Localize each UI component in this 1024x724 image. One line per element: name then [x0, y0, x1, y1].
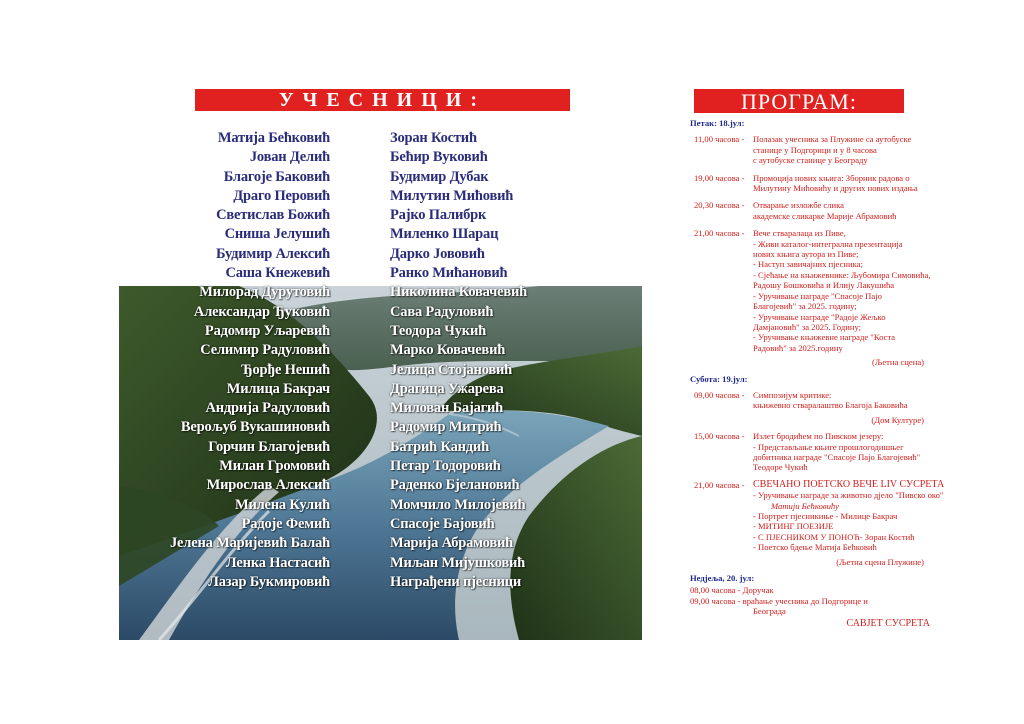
- participant-name: Радоје Фемић: [241, 515, 330, 532]
- evening-item: - Поетско бдење Матија Бећковић: [753, 542, 877, 553]
- entry-line: - Сјећање на књижевнике: Љубомира Симовића,: [753, 269, 931, 280]
- entry-line: Теодоре Чукић: [753, 462, 808, 473]
- participant-name: Матија Бећковић: [217, 130, 330, 146]
- participant-name: Андрија Радуловић: [205, 400, 330, 417]
- program-entry: [690, 173, 960, 194]
- participant-name: Ленка Настасић: [225, 554, 330, 571]
- participant-name: Светислав Божић: [216, 207, 330, 224]
- participant-name: Петар Тодоровић: [390, 458, 501, 475]
- participant-name: Будимир Алексић: [215, 245, 330, 262]
- entry-line: станице у Подгорици и у 8 часова: [753, 144, 877, 155]
- signature: САВЈЕТ СУСРЕТА: [846, 617, 930, 629]
- program-entry: [690, 390, 960, 411]
- program-entry: [690, 134, 960, 165]
- participant-name: Рајко Палибрк: [390, 207, 487, 224]
- participant-name: Милован Бајагић: [390, 400, 504, 417]
- participant-name: Александар Ђуковић: [193, 303, 330, 320]
- entry-line: Благојевић" за 2025. годину;: [753, 301, 857, 312]
- entry-time: 20,30 часова -: [694, 200, 745, 211]
- evening-item: - Уручивање награде за животно дјело "Пивско око": [753, 490, 944, 501]
- participants-right-column: [390, 129, 610, 592]
- entry-line: Промоција нових књига: Зборник радова о: [753, 172, 910, 183]
- participant-name: Ранко Мићановић: [390, 265, 508, 282]
- participants-banner: УЧЕСНИЦИ:: [195, 89, 570, 111]
- entry-line: књижевно стваралаштво Благоја Баковића: [753, 400, 908, 411]
- evening-items: [753, 490, 960, 552]
- participant-name: Батрић Кандић: [390, 438, 489, 455]
- evening-item: - Портрет пјесникиње - Милице Бакрач: [753, 511, 898, 521]
- participant-name: Благоје Баковић: [223, 168, 330, 185]
- saturday-entries: [690, 390, 960, 411]
- participant-name: Марија Абрамовић: [390, 535, 513, 552]
- participant-name: Селимир Радуловић: [200, 342, 330, 359]
- participant-name: Марко Ковачевић: [390, 342, 506, 359]
- participant-name: Милутин Мићовић: [390, 187, 514, 204]
- participant-name: Јелица Стојановић: [390, 361, 513, 378]
- entry-line: Радовић" за 2025.годину: [753, 342, 843, 353]
- entry-line: Отварање изложбе слика: [753, 200, 844, 211]
- participant-name: Милена Кулић: [234, 496, 330, 513]
- entry-line: академске сликарке Марије Абрамовић: [753, 210, 897, 221]
- friday-heading: Петак: 18.јул:: [690, 118, 745, 128]
- sunday-heading: Недјеља, 20. јул:: [690, 573, 755, 584]
- participant-name: Миленко Шарац: [390, 226, 499, 243]
- evening-item: - МИТИНГ ПОЕЗИЈЕ: [753, 521, 834, 532]
- participant-name: Раденко Бјелановић: [390, 477, 520, 494]
- saturday-venue-1: (Дом Културе): [871, 414, 924, 425]
- participant-name: Радомир Митрић: [390, 419, 502, 436]
- entry-line: Излет бродићем по Пивском језеру:: [753, 431, 884, 442]
- participant-name: Лазар Букмировић: [208, 573, 330, 590]
- sunday-line: 08,00 часова - Доручак: [690, 585, 774, 596]
- entry-time: 09,00 часова -: [694, 389, 745, 400]
- participant-name: Сниша Јелушић: [224, 226, 330, 243]
- entry-line: Дамјановић" за 2025. Годину;: [753, 321, 862, 332]
- participant-name: Теодора Чукић: [390, 322, 486, 339]
- participant-name: Спасоје Бајовић: [390, 515, 495, 532]
- entry-line: - Представљање књиге прошлогодишњег: [753, 441, 904, 452]
- participant-name: Бећир Вуковић: [390, 149, 488, 166]
- saturday-venue-2: (Љетна сцена Плужине): [836, 556, 924, 567]
- participant-name: Мирослав Алексић: [206, 477, 330, 494]
- participant-name: Ђорђе Нешић: [241, 361, 330, 378]
- participant-name: Дарко Јововић: [390, 245, 485, 262]
- entry-line: Симпозијум критике:: [753, 389, 832, 400]
- entry-line: - Живи каталог-интегрална презентација: [753, 238, 903, 249]
- entry-line: добитника награде "Спасоје Пајо Благојевић": [753, 451, 921, 462]
- entry-line: - Уручивање награде "Спасоје Пајо: [753, 290, 882, 301]
- entry-line: Радошу Бошковића и Илију Лакушића: [753, 280, 895, 291]
- entry-line: Вече стваралаца из Пиве,: [753, 228, 846, 239]
- entry-line: - Уручивање награде "Радоје Жељко: [753, 311, 886, 322]
- sunday-line: 09,00 часова - враћање учесника до Подгорице и: [690, 595, 868, 606]
- entry-line: нових књига аутора из Пиве;: [753, 249, 859, 260]
- evening-title: СВЕЧАНО ПОЕТСКО ВЕЧЕ LIV СУСРЕТА: [753, 478, 945, 490]
- program-banner: ПРОГРАМ:: [694, 89, 904, 113]
- participant-name: Сава Радуловић: [390, 303, 494, 320]
- evening-item: Матији Бећковићу: [771, 500, 839, 511]
- saturday-entries-2: [690, 431, 960, 473]
- participant-name: Награђени пјесници: [390, 573, 522, 590]
- saturday-evening: [690, 480, 960, 553]
- participant-name: Горчин Благојевић: [208, 438, 330, 455]
- participant-name: Милица Бакрач: [226, 380, 330, 397]
- sunday-lines: [690, 585, 960, 616]
- entry-line: - Уручивање књижевне награде "Коста: [753, 332, 896, 343]
- program-entry: [690, 431, 960, 473]
- participant-name: Миљан Мијушковић: [390, 554, 526, 571]
- friday-entries: [690, 134, 960, 353]
- participant-name: Драго Перовић: [233, 187, 330, 204]
- participant-name: Момчило Милојевић: [390, 496, 526, 513]
- entry-time: 11,00 часова -: [694, 134, 745, 145]
- participant-name: Зоран Костић: [390, 130, 477, 146]
- participant-name: Будимир Дубак: [390, 168, 489, 185]
- entry-time: 19,00 часова -: [694, 172, 745, 183]
- entry-line: с аутобуске станице у Београду: [753, 155, 868, 166]
- entry-line: Полазак учесника за Плужине са аутобуске: [753, 134, 912, 145]
- participant-name: Јелена Маријевић Балаћ: [170, 535, 330, 552]
- saturday-heading: Субота: 19.јул:: [690, 373, 748, 384]
- participant-name: Милан Громовић: [219, 458, 330, 475]
- evening-item: - С ПЈЕСНИКОМ У ПОНОЋ- Зоран Костић: [753, 531, 915, 542]
- sunday-line: Београда: [753, 606, 786, 617]
- entry-time: 21,00 часова -: [694, 479, 745, 490]
- friday-venue: (Љетна сцена): [872, 357, 924, 368]
- participant-name: Николина Ковачевић: [390, 284, 528, 301]
- participants-left-column: [130, 129, 330, 592]
- entry-line: Милутину Мићовићу и других нових издања: [753, 183, 918, 194]
- participant-name: Верољуб Вукашиновић: [180, 419, 330, 436]
- entry-line: - Наступ завичајних пјесника;: [753, 259, 863, 270]
- program-entry: [690, 200, 960, 221]
- program-schedule: [690, 118, 960, 629]
- participant-name: Радомир Уљаревић: [204, 322, 330, 339]
- program-entry: [690, 228, 960, 353]
- participant-name: Драгица Ужарева: [390, 380, 504, 397]
- participant-name: Милорад Дурутовић: [199, 284, 330, 301]
- entry-time: 15,00 часова -: [694, 431, 745, 442]
- participant-name: Јован Делић: [249, 149, 330, 166]
- participant-name: Саша Кнежевић: [225, 265, 330, 282]
- entry-time: 21,00 часова -: [694, 228, 745, 239]
